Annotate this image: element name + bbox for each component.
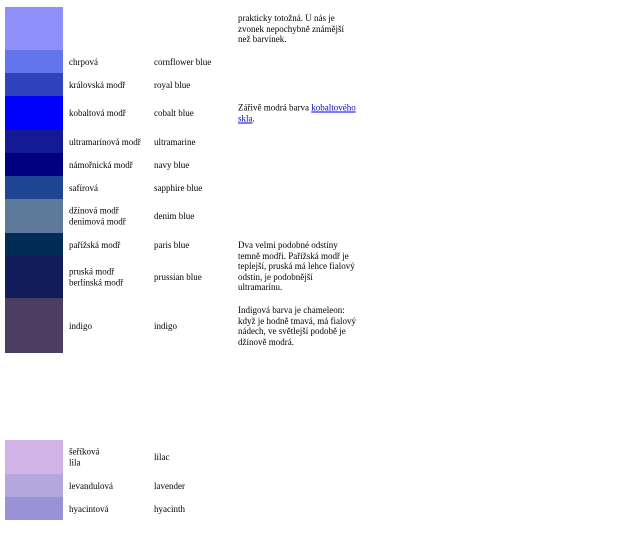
english-name: sapphire blue — [154, 182, 203, 193]
english-name: paris blue — [154, 239, 190, 250]
color-swatch — [5, 176, 63, 199]
czech-name: hyacintová — [69, 503, 109, 514]
color-swatch — [5, 7, 63, 50]
table-row — [0, 50, 640, 73]
color-swatch — [5, 199, 63, 233]
english-name: lilac — [154, 451, 170, 462]
table-row — [0, 474, 640, 497]
czech-name: kobaltová modř — [69, 107, 126, 118]
czech-name: pařížská modř — [69, 239, 121, 250]
note-text: Zářivě modrá barva — [238, 102, 309, 113]
color-note — [238, 103, 356, 124]
czech-name: safírová — [69, 182, 98, 193]
table-row — [0, 256, 640, 298]
color-swatch — [5, 233, 63, 256]
czech-name: levandulová — [69, 480, 113, 491]
czech-name: královská modř — [69, 79, 126, 90]
color-swatch — [5, 256, 63, 298]
english-name: lavender — [154, 480, 185, 491]
english-name: navy blue — [154, 159, 190, 170]
table-row — [0, 440, 640, 474]
czech-name: džínová modř denimová modř — [69, 205, 126, 226]
table-row — [0, 73, 640, 96]
table-row — [0, 153, 640, 176]
color-note: prakticky totožná. U nás je zvonek nepochybně známější než barvínek. — [238, 13, 344, 44]
czech-name: ultramarínová modř — [69, 136, 141, 147]
color-swatch — [5, 73, 63, 96]
czech-name: chrpová — [69, 56, 98, 67]
color-swatch — [5, 298, 63, 353]
english-name: cornflower blue — [154, 56, 212, 67]
english-name: indigo — [154, 320, 178, 331]
czech-name: námořnická modř — [69, 159, 133, 170]
czech-name: pruská modř berlínská modř — [69, 266, 124, 287]
color-swatch — [5, 96, 63, 130]
table-row — [0, 130, 640, 153]
table-row — [0, 7, 640, 50]
color-swatch — [5, 440, 63, 474]
english-name: cobalt blue — [154, 107, 194, 118]
english-name: royal blue — [154, 79, 191, 90]
color-swatch — [5, 497, 63, 520]
table-row — [0, 298, 640, 353]
color-swatch — [5, 130, 63, 153]
color-swatch — [5, 153, 63, 176]
color-note: Dva velmi podobné odstíny temně modři. Pařížská modř je teplejší, pruská má lehce fialový odstín, je podobnější ultramarínu. — [238, 240, 355, 292]
english-name: hyacinth — [154, 503, 185, 514]
table-row — [0, 176, 640, 199]
color-swatch — [5, 50, 63, 73]
table-row — [0, 497, 640, 520]
english-name: prussian blue — [154, 271, 202, 282]
note-period: . — [252, 113, 255, 123]
english-name: ultramarine — [154, 136, 196, 147]
czech-name: indigo — [69, 320, 93, 331]
color-swatch — [5, 474, 63, 497]
table-row — [0, 96, 640, 130]
cobalt-glass-link[interactable]: kobaltového skla — [238, 102, 356, 123]
english-name: denim blue — [154, 210, 195, 221]
table-row — [0, 199, 640, 233]
color-note: Indigová barva je chameleon: když je hodně tmavá, má fialový nádech, ve světlejší podobě je džínově modrá. — [238, 305, 356, 347]
czech-name: šeříková lila — [69, 446, 100, 467]
